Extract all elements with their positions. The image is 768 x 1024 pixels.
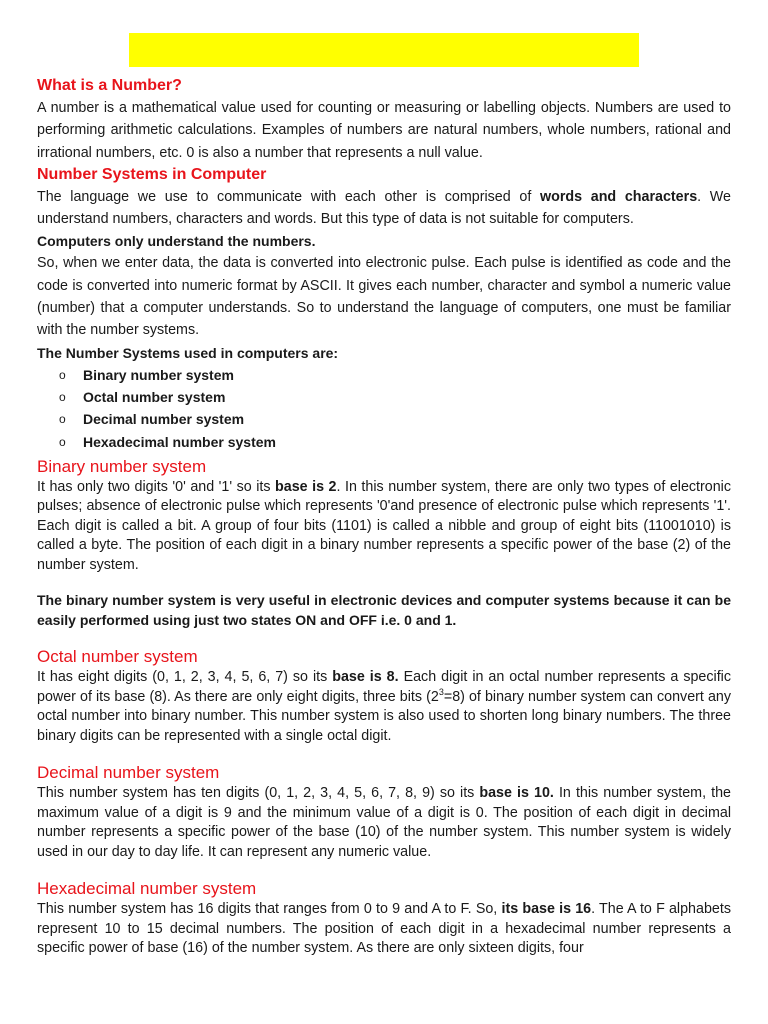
heading-decimal: Decimal number system [37,763,220,783]
paragraph-what-is-number: A number is a mathematical value used for counting or measuring or labelling objects. Numbers are used to performing arithmetic calculations. Examples of numbers are natural numbers, whole numbers, rational and irrational numbers, etc. 0 is also a number that represents a null value. [37,100,731,161]
highlighted-title-banner [129,33,639,67]
list-item: o Hexadecimal number system [59,431,731,453]
paragraph-binary-usefulness: The binary number system is very useful in electronic devices and computer systems because it can be easily performed using just two states ON and OFF i.e. 0 and 1. [37,592,731,628]
paragraph-language: The language we use to communicate with each other is comprised of words and characters. We understand numbers, characters and words. But this type of data is not suitable for computers. [37,188,731,228]
bullet-icon: o [59,434,66,449]
document-body [37,75,731,959]
bullet-icon: o [59,389,66,404]
number-systems-list [37,364,731,453]
paragraph-electronic-pulse: So, when we enter data, the data is converted into electronic pulse. Each pulse is identified as code and the code is converted into numeric format by ASCII. It gives each number, character and symbol a numeric value (number) that a computer understands. So to understand the language of computers, one must be familiar with the number systems. [37,255,731,339]
heading-what-is-number: What is a Number? [37,77,182,94]
paragraph-decimal: This number system has ten digits (0, 1, 2, 3, 4, 5, 6, 7, 8, 9) so its base is 10. In this number system, the maximum value of a digit is 9 and the minimum value of a digit is 0. The position of each digit in decimal number represents a specific power of the base (10) of the number system. This number system is widely used in our day to day life. It can represent any numeric value. [37,785,731,860]
list-item: o Binary number system [59,364,731,386]
heading-binary: Binary number system [37,456,207,476]
paragraph-octal: It has eight digits (0, 1, 2, 3, 4, 5, 6, 7) so its base is 8. Each digit in an octal number represents a specific power of its base (8). As there are only eight digits, three bits $(2^3=8)$ of binary number system can convert any octal number into binary number. This number system is also used to shorten long binary numbers. The three binary digits can be represented with a single octal digit. [37,669,732,744]
list-item: o Octal number system [59,386,731,408]
bullet-icon: o [59,412,66,427]
list-item: o Decimal number system [59,408,731,430]
paragraph-hexadecimal: This number system has 16 digits that ranges from 0 to 9 and A to F. So, its base is 16. The A to F alphabets represent 10 to 15 decimal numbers. The position of each digit in a hexadecimal number represents a specific power of base (16) of the number system. As there are only sixteen digits, four [37,901,731,957]
bold-words-characters: words and characters [539,188,698,205]
heading-hexadecimal: Hexadecimal number system [37,879,257,899]
bullet-icon: o [59,367,66,382]
list-intro: The Number Systems used in computers are: [37,344,339,361]
paragraph-binary: It has only two digits '0' and '1' so its base is 2. In this number system, there are only two types of electronic pulses; absence of electronic pulse which represents '0'and presence of electronic pulse which represents '1'. Each digit is called a bit. A group of four bits (1101) is called a nibble and group of eight bits (11001010) is called a byte. The position of each digit in a binary number represents a specific power of the base (2) of the number system. [37,478,732,573]
heading-octal: Octal number system [37,647,198,667]
bold-line-computers-numbers: Computers only understand the numbers. [37,233,316,250]
heading-number-systems: Number Systems in Computer [37,165,267,183]
